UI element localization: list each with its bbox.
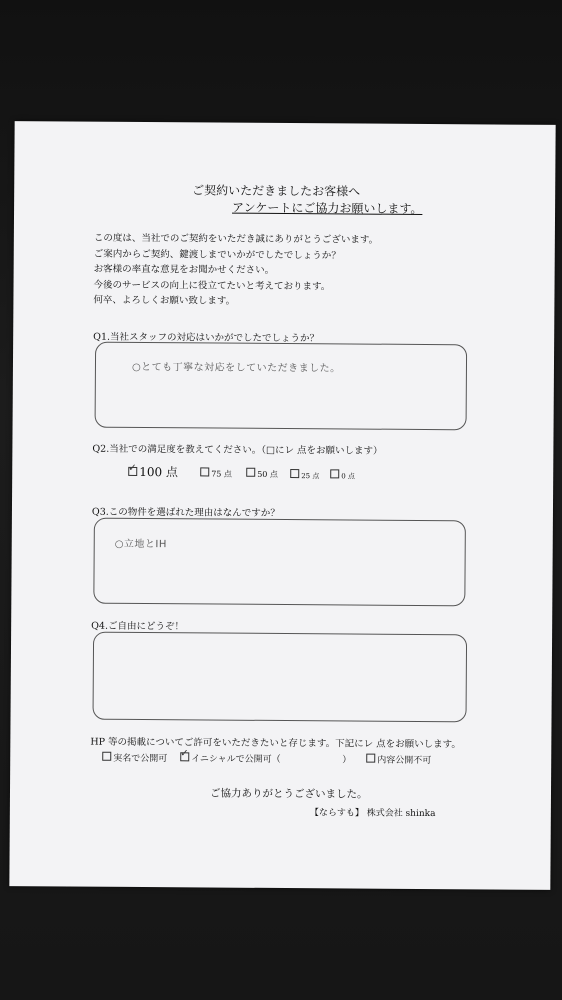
paren-close: ） xyxy=(342,755,352,766)
checkbox-icon[interactable] xyxy=(102,752,111,761)
q1-answer-box[interactable] xyxy=(95,342,468,431)
q4-answer-box[interactable] xyxy=(93,632,468,723)
intro-line: 何卒、よろしくお願い致します。 xyxy=(93,294,236,307)
survey-sheet xyxy=(9,121,555,890)
q2-label: Q2.当社での満足度を教えてください。（□にレ 点をお願いします） xyxy=(92,443,383,457)
publish-initials-option[interactable]: ✓ イニシャルで公開可（ xyxy=(180,751,281,765)
checkbox-icon[interactable] xyxy=(246,468,255,477)
intro-text xyxy=(93,231,378,310)
thanks-text: ご協力ありがとうございました。 xyxy=(209,787,368,801)
option-25[interactable]: 25 点 xyxy=(290,469,319,481)
q1-label: Q1.当社スタッフの対応はいかがでしたでしょうか？ xyxy=(93,331,320,345)
publish-realname-option[interactable]: 実名で公開可 xyxy=(102,751,167,764)
intro-line: 今後のサービスの向上に役立てたいと考えております。 xyxy=(93,279,331,292)
checkbox-icon[interactable] xyxy=(366,754,375,763)
publication-note: HP 等の掲載についてご許可をいただきたいと存じます。下記にレ 点をお願いします。 xyxy=(90,736,461,751)
q3-answer-box[interactable] xyxy=(93,518,466,607)
header-line-1: ご契約いただきましたお客様へ xyxy=(192,183,361,199)
intro-line: お客様の率直な意見をお聞かせください。 xyxy=(93,263,275,276)
intro-line: ご案内からご契約、鍵渡しまでいかがでしたでしょうか？ xyxy=(93,248,341,261)
checkbox-icon[interactable] xyxy=(200,467,209,476)
checkbox-icon[interactable] xyxy=(330,469,339,478)
q4-label: Q4.ご自由にどうぞ！ xyxy=(91,620,185,633)
checkbox-checked-icon[interactable] xyxy=(128,467,137,476)
q1-answer: ○とても丁寧な対応をしていただきました。 xyxy=(131,361,341,375)
option-50[interactable]: 50 点 xyxy=(246,468,278,480)
q3-answer: ○立地とIH xyxy=(114,538,167,551)
q3-label: Q3.この物件を選ばれた理由はなんですか？ xyxy=(91,506,280,519)
checkbox-checked-icon[interactable] xyxy=(180,752,189,761)
header-line-2: アンケートにご協力お願いします。 xyxy=(232,200,423,216)
checkbox-icon[interactable] xyxy=(290,469,299,478)
no-publish-option[interactable]: 内容公開不可 xyxy=(366,753,431,766)
option-0[interactable]: 0 点 xyxy=(330,469,355,481)
option-75[interactable]: 75 点 xyxy=(200,467,232,479)
intro-line: この度は、当社でのご契約をいただき誠にありがとうございます。 xyxy=(93,232,379,246)
company-name: 【ならすも】 株式会社 shinka xyxy=(309,808,436,820)
option-100[interactable]: ✓100 点 xyxy=(128,463,178,480)
